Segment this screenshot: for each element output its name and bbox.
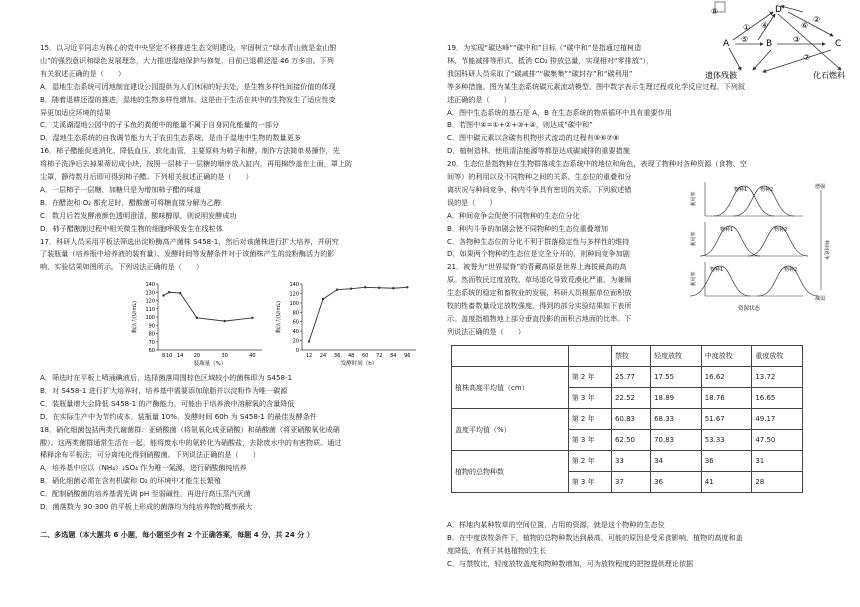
x-tick-label: 48 <box>347 353 355 359</box>
table-header-cell <box>452 346 569 367</box>
series-line <box>164 292 253 321</box>
text-line: B．若图中④=①+②+③+④，则达成“碳中和” <box>447 120 593 130</box>
x-tick-label: 20 <box>193 353 201 359</box>
y-tick-label: 110 <box>145 306 155 313</box>
data-point <box>364 286 366 288</box>
diagram-node-c: C <box>835 39 842 49</box>
niche-overlap-diagram <box>683 178 843 318</box>
text-line: C．艾溪湖湿地公园中的孑孓鱼的粪便中的能量不属于自身同化能量的一部分 <box>40 120 280 130</box>
text-line: 16．柿子醋能促进消化、降低血压、软化血管，主要原料为柿子和酵。制作方法简单易操作，先 <box>40 146 340 156</box>
text-line: 尘罩，静待数月后即可得到柿子醋。下列相关叙述正确的是（ ） <box>40 172 253 181</box>
y-tick-label: 80 <box>148 331 155 338</box>
text-line: D．湿地生态系统的自我调节能力大于农田生态系统，是由于湿地中生物的数量更多 <box>40 133 301 143</box>
text-line: C．图中碳元素以含碳有机物形式流动的过程有⑤⑥⑦⑧ <box>447 133 620 143</box>
text-line: 牧的牲畜数量设定放牧强度，得到的部分实验结果如下表所 <box>447 301 632 310</box>
text-line: 将柿子洗净后去掉果蒂切成小块，按照一层柿子一层糖的顺序放入缸内，再用棉纱盖在上面，罩上防 <box>40 159 353 169</box>
table-year-cell: 第 2 年 <box>568 451 611 472</box>
niche-label-mid: 种间竞争 <box>823 240 829 261</box>
table-cell: 18.76 <box>701 388 752 409</box>
niche-label-down: 减弱 <box>815 296 826 302</box>
table-row <box>452 409 803 430</box>
diagram-num-7: ⑦ <box>803 53 811 62</box>
text-line: 18．硝化细菌包括两类代谢菌群：亚硝酸菌（将氨氧化成亚硝酸）和硝酸菌（将亚硝酸氧化成硝 <box>40 424 340 434</box>
x-tick-label: 8 <box>161 353 166 359</box>
table-year-cell: 第 2 年 <box>568 367 611 388</box>
text-line: B．随着退耕还湿的推进，湿地的生物多样性增加，这是由于生活在其中的生物发生了适应性变 <box>40 94 336 104</box>
grazing-table <box>451 345 803 493</box>
text-line: 生态系统的稳定和畜牧业的发展，科研人员根据单位面积放 <box>447 288 632 298</box>
text-line: A．湿地生态系统可因地制宜建设公园提供为人们休闲的好去处，是生物多样性间接价值的体现 <box>40 81 336 91</box>
table-cell: 13.72 <box>752 367 803 388</box>
text-line: C．数月后若发酵液颜色透明澄清，酸味醇厚，则说明发酵成功 <box>40 210 237 220</box>
table-cell: 47.50 <box>752 430 803 451</box>
text-line: 17．科研人员采用平板法筛选出淀粉酶高产菌株 S458-1，然后对该菌株进行扩大培养，并研究 <box>40 236 339 246</box>
text-line: C．配制硝酸菌的培养基需先调 pH 至弱碱性，再进行高压蒸汽灭菌 <box>40 489 251 499</box>
table-cell: 60.83 <box>611 409 650 430</box>
diagram-node-a: A <box>723 39 730 49</box>
text-line: 原。然而牧民过度放牧、草场退化导致荒漠化严重。为兼顾 <box>447 275 632 285</box>
text-line: 酸）。这两类菌群通常生活在一起，能将废水中的氨转化为硝酸盐，去除废水中的有害物质。通过 <box>40 437 342 447</box>
table-cell: 34 <box>651 451 702 472</box>
x-tick-label: 84 <box>390 353 397 359</box>
text-line: B．硝化细菌必需在含有机碳和 O₂ 的环境中才能生长繁殖 <box>40 476 221 486</box>
text-line: A．样地内某种牧草的空间位置，占用的资源，就是这个物种的生态位 <box>447 520 665 529</box>
diagram-num-2: ② <box>813 15 821 24</box>
diagram-label-remains: 遗体残骸 <box>705 71 737 80</box>
diagram-num-1: ① <box>743 23 751 32</box>
table-header-cell: 中度放牧 <box>701 346 752 367</box>
text-line: C．与禁牧比，轻度放牧盖度和物种数增加，可为放牧程度的把控提供理论依据 <box>447 558 694 568</box>
text-line: B．种内斗争的加剧会使不同物种的生态位重叠增加 <box>447 223 608 233</box>
x-tick-label: 24 <box>319 353 327 359</box>
text-line: A．一层柿子一层糖，加糖只是为增加柿子醋的味道 <box>40 184 201 194</box>
table-cell: 31 <box>752 451 803 472</box>
x-tick-label: 10 <box>165 353 173 359</box>
table-cell: 33 <box>611 451 650 472</box>
data-point <box>406 286 408 288</box>
enzyme-vs-time-chart <box>272 278 422 373</box>
y-axis-label: 酶活力(U/mL) <box>276 301 282 333</box>
text-line: 我国科研人员采取了“碳减排”“碳集集”“碳封存”和“碳利用” <box>447 68 633 78</box>
text-line: 误的是（ ） <box>447 197 497 207</box>
series-line <box>309 287 407 341</box>
x-tick-label: 30 <box>221 353 228 359</box>
data-point <box>223 320 225 322</box>
text-line: B．在中度放牧条件下，植物的总物种数达到最高，可能的原因是受采食影响，植物的高度和盖 <box>447 532 743 542</box>
table-cell: 16.65 <box>752 388 803 409</box>
text-line: D．在实际生产中为节约成本，装瓶量 10%，发酵时间 60h 为 S458-1 的最佳发酵条件 <box>40 411 317 421</box>
text-line: C．装瓶量增大会降低 S458-1 的产酶能力，可能由于培养液中溶解氧的含量降低 <box>40 398 295 408</box>
data-point <box>251 317 253 319</box>
diagram-num-5: ⑤ <box>741 35 749 44</box>
text-line: 稀释涂布平板法，可分离纯化得到硝酸菌。下列说法正确的是（ ） <box>40 450 260 460</box>
y-tick-label: 80 <box>292 310 299 317</box>
x-tick-label: 96 <box>404 353 411 359</box>
y-tick-label: 140 <box>289 282 299 288</box>
niche-ylabel: 利用率 <box>691 271 697 287</box>
table-cell: 41 <box>701 472 752 493</box>
x-axis-label: 发酵时间（h） <box>340 361 378 367</box>
niche-ylabel: 利用率 <box>691 231 697 247</box>
table-header-cell: 轻度放牧 <box>651 346 702 367</box>
table-cell: 18.89 <box>651 388 702 409</box>
niche-label-up: 增强 <box>815 184 826 190</box>
text-line: 列说法正确的是（ ） <box>447 326 526 336</box>
table-cell: 25.77 <box>611 367 650 388</box>
table-cell: 16.62 <box>701 367 752 388</box>
table-group-label: 盖度平均值（%） <box>452 409 569 451</box>
x-tick-label: 14 <box>177 353 184 359</box>
text-line: B．在醋泡和 O₂ 都充足时，醋酸菌可将糖直接分解为乙醇 <box>40 197 221 207</box>
x-axis-label: 装瓶量（%） <box>193 361 227 367</box>
y-tick-label: 140 <box>145 282 155 288</box>
data-point <box>336 288 338 290</box>
text-line: 山”的强烈意识和绿色发展理念，大力推进湿地保护与修复，目前已退耕还湿 46 万多亩。下列 <box>40 55 334 65</box>
text-line: 20．生态位是指物种在生物群落或生态系统中的地位和角色，表现了物种对各种资源（食物、空 <box>447 159 747 169</box>
table-cell: 68.33 <box>651 409 702 430</box>
y-tick-label: 20 <box>292 338 299 345</box>
text-line: D．菌落数为 30-300 的平板上形成的菌落均为纯培养物的概率最大 <box>40 502 253 511</box>
y-tick-label: 100 <box>289 300 299 307</box>
diagram-num-6: ⑥ <box>801 21 809 30</box>
text-line: 异更加适应环境的结果 <box>40 107 111 117</box>
text-line: A．种间竞争会促使不同物种的生态位分化 <box>447 210 580 220</box>
niche-xlabel: 资源状态 <box>738 306 761 312</box>
y-tick-label: 90 <box>148 323 155 330</box>
text-line: 度降低，有利于其他植物的生长 <box>447 545 547 555</box>
carbon-flow-diagram <box>653 0 853 82</box>
text-line: 21．被誉为“世界屋脊”的青藏高原是世界上海拔最高的高 <box>447 262 627 272</box>
text-line: 19．为实现“碳达峰”“碳中和”目标（“碳中和”是指通过植树造 <box>447 43 642 52</box>
data-point <box>350 288 352 290</box>
diagram-label-fossil: 化石燃料 <box>813 71 845 80</box>
table-cell: 28 <box>752 472 803 493</box>
table-year-cell: 第 3 年 <box>568 430 611 451</box>
y-tick-label: 120 <box>145 298 155 305</box>
table-cell: 70.83 <box>651 430 702 451</box>
diagram-node-d: D <box>775 5 782 15</box>
text-line: A．图中生态系统的基石是 A，B 在生态系统的物质循环中具有重要作用 <box>447 107 672 117</box>
table-year-cell: 第 3 年 <box>568 388 611 409</box>
text-line: 响，实验结果如图所示。下列说法正确的是（ ） <box>40 262 204 272</box>
text-line: D．植树造林、使用清洁能源等都是达成碳减排的重要措施 <box>447 146 630 156</box>
y-tick-label: 60 <box>292 319 299 326</box>
table-cell: 62.50 <box>611 430 650 451</box>
y-tick-label: 60 <box>148 348 155 354</box>
table-cell: 36 <box>701 451 752 472</box>
text-line: 离状况与种间竞争、种内斗争具有密切的关系。下列叙述错 <box>447 184 632 194</box>
text-line: D．如果两个物种的生态位是完全分开的，则种间竞争加剧 <box>447 249 630 259</box>
data-point <box>308 340 310 342</box>
niche-ylabel: 利用率 <box>691 191 697 207</box>
x-tick-label: 40 <box>249 353 256 359</box>
data-point <box>196 317 198 319</box>
text-line: 15．以习近平同志为核心的党中央坚定不移推进生态文明建设，牢固树立“绿水青山就是金山银 <box>40 43 337 52</box>
table-group-label: 植物的总物种数 <box>452 451 569 493</box>
diagram-num-3: ③ <box>793 35 801 44</box>
data-point <box>168 291 170 293</box>
text-line: D．柿子醋酿制过程中相关微生物的细胞呼吸发生在线粒体 <box>40 223 223 233</box>
y-tick-label: 120 <box>289 291 299 298</box>
data-point <box>322 298 324 300</box>
species1-label: 物种1 <box>720 227 734 233</box>
table-cell: 49.17 <box>752 409 803 430</box>
text-line: 了装瓶量（培养瓶中培养液的装有量）、发酵时间等发酵条件对于该菌株产生的淀粉酶活力的影 <box>40 249 335 259</box>
species2-label: 物种2 <box>774 227 788 233</box>
species2-label: 物种2 <box>760 187 774 193</box>
text-line: C．各物种生态位的分化不利于群落稳定性与多样性的维持 <box>447 236 630 246</box>
x-tick-label: 36 <box>333 353 341 359</box>
diagram-num-4: ④ <box>761 21 769 30</box>
table-header-cell: 禁牧 <box>611 346 650 367</box>
text-line: 间等）的利用以及不同物种之间的关系。生态位的重叠和分 <box>447 172 632 181</box>
text-line: 林、节能减排等形式，抵消 CO₂ 排放总量，实现相对“零排放”）， <box>447 55 654 65</box>
text-line: 等多种措施。图为某生态系统碳元素流动模型，图中数字表示生理过程或化学反应过程。下列叙 <box>447 81 745 91</box>
text-line: A．培养基中应以（NH₄）₂SO₄ 作为唯一氮源，进行硝酸菌纯培养 <box>40 463 247 473</box>
y-tick-label: 100 <box>145 315 155 321</box>
text-line: 述正确的是（ ） <box>447 94 511 104</box>
table-group-label: 植株高度平均值（cm） <box>452 367 569 409</box>
enzyme-vs-volume-chart <box>128 278 268 373</box>
table-header-cell <box>568 346 611 367</box>
table-cell: 53.33 <box>701 430 752 451</box>
section-2-heading: 二、多选题（本大题共 6 小题，每小题至少有 2 个正确答案，每题 4 分，共 24 分 ） <box>40 530 314 539</box>
text-line: 示。盖度指植物地上部分垂直投影的面积占地面的比率。下 <box>447 313 632 323</box>
y-tick-label: 70 <box>148 339 155 346</box>
data-point <box>179 292 181 294</box>
table-row <box>452 451 803 472</box>
data-point <box>392 287 394 289</box>
y-axis-label: 酶活力(U/mL) <box>132 301 138 333</box>
text-line: B．对 S458-1 进行扩大培养时，培养基中需要添加琼脂并以淀粉作为唯一碳源 <box>40 385 288 395</box>
table-cell: 22.52 <box>611 388 650 409</box>
y-tick-label: 0 <box>295 348 299 354</box>
y-tick-label: 130 <box>145 290 155 297</box>
x-tick-label: 12 <box>305 353 313 359</box>
table-header-cell: 重度放牧 <box>752 346 803 367</box>
data-point <box>162 294 164 296</box>
table-cell: 37 <box>611 472 650 493</box>
table-cell: 51.67 <box>701 409 752 430</box>
x-tick-label: 72 <box>376 353 383 359</box>
text-line: 有关叙述正确的是（ ） <box>40 68 126 78</box>
table-year-cell: 第 2 年 <box>568 409 611 430</box>
x-tick-label: 60 <box>362 353 369 359</box>
text-line: A．筛选时在平板上喷涌碘液后，选择菌落周围棕色区域较小的菌株即为 S458-1 <box>40 373 293 382</box>
diagram-node-b: B <box>766 39 773 49</box>
table-year-cell: 第 3 年 <box>568 472 611 493</box>
diagram-num-8: ⑧ <box>711 7 719 16</box>
table-row <box>452 367 803 388</box>
y-tick-label: 40 <box>292 329 299 336</box>
table-cell: 36 <box>651 472 702 493</box>
species2-label: 物种2 <box>784 267 798 273</box>
species1-label: 物种1 <box>734 187 748 193</box>
table-cell: 17.55 <box>651 367 702 388</box>
table-header-row <box>452 346 803 367</box>
data-point <box>378 287 380 289</box>
species1-label: 物种1 <box>710 267 724 273</box>
